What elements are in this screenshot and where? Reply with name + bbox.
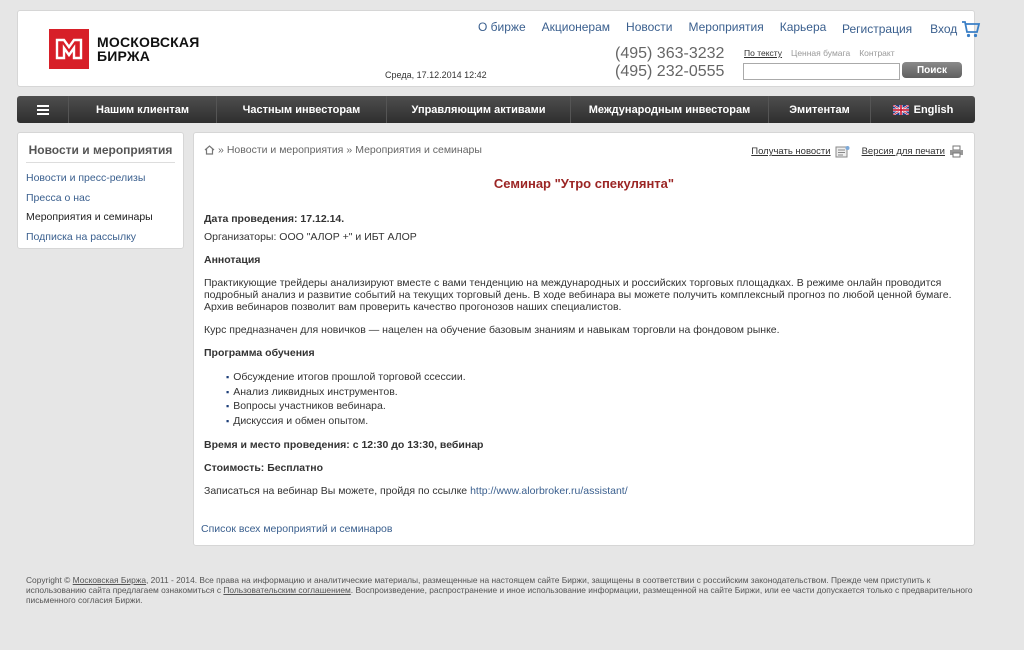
- nav-issuers[interactable]: Эмитентам: [769, 96, 871, 123]
- auth-links: [842, 20, 981, 38]
- print-version-link[interactable]: [862, 145, 964, 158]
- sidebar-item-subscription[interactable]: [26, 228, 175, 248]
- sidebar-item-news[interactable]: [26, 169, 175, 189]
- breadcrumb-seminars[interactable]: Мероприятия и семинары: [355, 144, 482, 156]
- newspaper-icon: [835, 145, 850, 158]
- course-text: Курс предназначен для новичков — нацелен на обучение базовым знаниям и навыкам торговли на фондовом рынке.: [204, 324, 780, 336]
- sidebar-item-label[interactable]: Новости и пресс-релизы: [26, 172, 146, 184]
- page-tools: [751, 145, 964, 158]
- sidebar-item-events: Мероприятия и семинары: [26, 211, 153, 223]
- footer-text-1: , 2011 - 2014. Все права на информацию и аналитические материалы, размещенные на настоящем сайте Биржи, защищены в соответствии с российским законодательством. Прежде чем приступить к использованию сайта предлагаем ознакомиться с: [26, 575, 931, 595]
- top-nav-about[interactable]: О бирже: [478, 20, 526, 34]
- get-news-link[interactable]: [751, 145, 849, 158]
- search-input[interactable]: [743, 63, 900, 80]
- register-link[interactable]: Регистрация: [842, 22, 913, 36]
- list-item: ▪ Дискуссия и обмен опытом.: [226, 414, 966, 429]
- list-item: ▪ Вопросы участников вебинара.: [226, 399, 966, 414]
- top-nav-shareholders[interactable]: Акционерам: [541, 20, 611, 34]
- cart-icon[interactable]: [961, 20, 981, 38]
- top-nav: [478, 20, 826, 34]
- logo-text: [97, 35, 200, 63]
- user-agreement-link[interactable]: Пользовательским соглашением: [223, 585, 351, 595]
- event-date: Дата проведения: 17.12.14.: [204, 213, 345, 225]
- logo-mark-icon: [49, 29, 89, 69]
- footer-text-2: . Воспроизведение, распространение и иное использование информации, размещенной на сайте Биржи, или ее части допускается только с предварительного письменного согласия Биржи.: [26, 585, 973, 605]
- main-content: [193, 132, 975, 546]
- sidebar-menu: [18, 163, 183, 247]
- current-date: Среда, 17.12.2014 12:42: [385, 70, 487, 80]
- home-icon[interactable]: [204, 145, 215, 155]
- menu-icon[interactable]: [17, 96, 69, 123]
- print-version-label: Версия для печати: [861, 146, 945, 157]
- annotation-text: Практикующие трейдеры анализируют вместе с вами тенденцию на международных и российских торговых площадках. В режиме онлайн проводится подробный анализ и развитие событий на текущих торговый день. В ходе вебинара вы можете получить комплексный прогноз по любой ценной бумаге. Архив вебинаров позволит вам проверить качество прогонозов наших специалистов.: [204, 277, 952, 313]
- main-nav: [17, 96, 975, 123]
- contact-phones: [615, 45, 724, 81]
- company-link[interactable]: Московская Биржа: [72, 575, 147, 585]
- printer-icon: [949, 145, 964, 158]
- sidebar: [17, 132, 184, 249]
- uk-flag-icon: [893, 105, 909, 115]
- search-tab-contract[interactable]: Контракт: [859, 48, 895, 58]
- nav-private-investors[interactable]: Частным инвесторам: [217, 96, 387, 123]
- nav-clients[interactable]: Нашим клиентам: [69, 96, 217, 123]
- sidebar-item-label[interactable]: Пресса о нас: [26, 191, 91, 204]
- search-tab-security[interactable]: Ценная бумага: [791, 48, 851, 58]
- cost: Стоимость: Бесплатно: [204, 462, 324, 474]
- breadcrumb: [204, 144, 482, 156]
- search-tab-text[interactable]: По тексту: [744, 48, 783, 58]
- breadcrumb-news-events[interactable]: Новости и мероприятия: [226, 144, 344, 156]
- top-nav-events[interactable]: Мероприятия: [688, 20, 764, 34]
- footer: [26, 575, 976, 605]
- list-item: ▪ Анализ ликвидных инструментов.: [226, 385, 966, 400]
- nav-asset-managers[interactable]: Управляющим активами: [387, 96, 571, 123]
- register-url-link[interactable]: http://www.alorbroker.ru/assistant/: [470, 485, 628, 497]
- page-title: Семинар "Утро спекулянта": [493, 176, 675, 191]
- program-heading: Программа обучения: [204, 347, 315, 359]
- sidebar-item-label[interactable]: Подписка на рассылку: [26, 230, 137, 243]
- logo-line-1: МОСКОВСКАЯ: [97, 34, 200, 50]
- sidebar-title: Новости и мероприятия: [26, 133, 175, 163]
- list-item: ▪ Обсуждение итогов прошлой торговой ссессии.: [226, 370, 966, 385]
- breadcrumb-sep: »: [346, 144, 353, 156]
- copyright-prefix: Copyright ©: [26, 575, 71, 585]
- search-button[interactable]: Поиск: [902, 62, 962, 78]
- annotation-heading: Аннотация: [204, 254, 261, 266]
- breadcrumb-sep: »: [218, 144, 224, 156]
- site-header: [17, 10, 975, 87]
- english-label: English: [913, 103, 954, 116]
- get-news-label: Получать новости: [751, 146, 831, 157]
- login-link[interactable]: Вход: [930, 22, 958, 36]
- all-events-link[interactable]: Список всех мероприятий и семинаров: [201, 523, 393, 535]
- register-paragraph: [204, 485, 966, 497]
- logo-line-2: БИРЖА: [97, 48, 151, 64]
- search-type-tabs: [744, 48, 895, 58]
- nav-international-investors[interactable]: Международным инвесторам: [571, 96, 769, 123]
- article-body: [204, 213, 966, 508]
- event-organizers: Организаторы: ООО "АЛОР +" и ИБТ АЛОР: [204, 231, 417, 243]
- register-text: Записаться на вебинар Вы можете, пройдя по ссылке: [204, 485, 468, 497]
- program-list: [226, 370, 966, 428]
- moscow-exchange-logo[interactable]: [49, 29, 200, 69]
- phone-2: (495) 232-0555: [615, 63, 725, 80]
- top-nav-career[interactable]: Карьера: [779, 20, 827, 34]
- time-place: Время и место проведения: с 12:30 до 13:30, вебинар: [204, 439, 484, 451]
- phone-1: (495) 363-3232: [615, 45, 725, 62]
- sidebar-item-press[interactable]: [26, 189, 175, 209]
- top-nav-news[interactable]: Новости: [626, 20, 673, 34]
- english-link[interactable]: [871, 104, 975, 116]
